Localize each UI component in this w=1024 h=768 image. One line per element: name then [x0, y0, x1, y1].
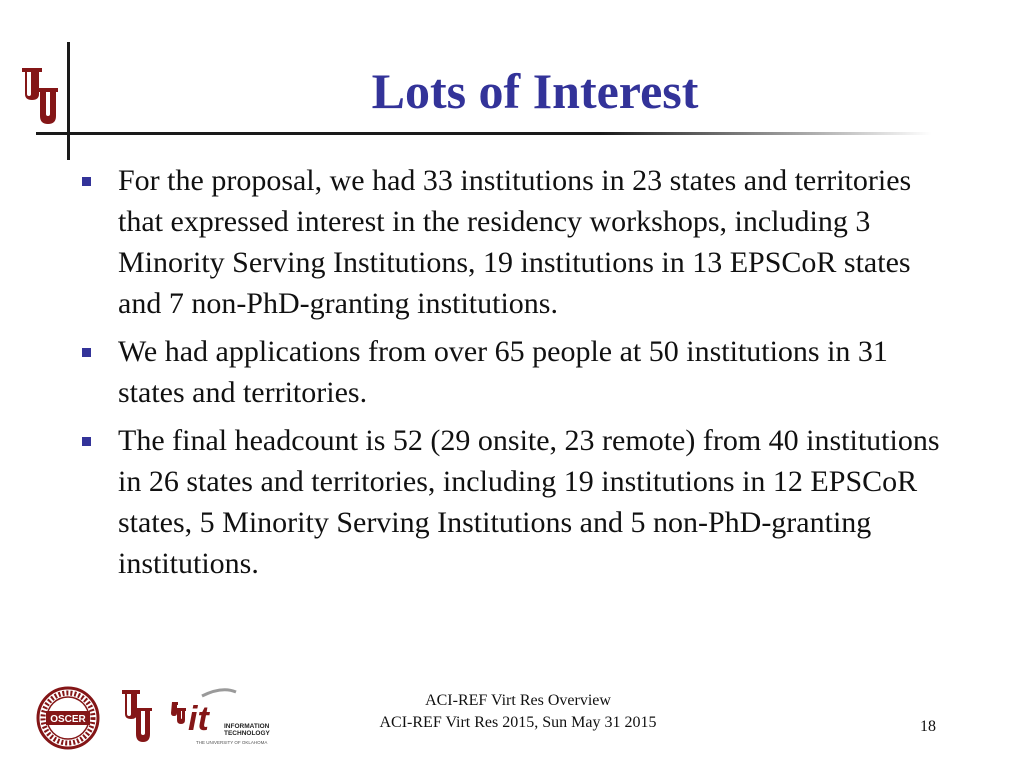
oscer-seal-icon — [38, 688, 98, 748]
svg-text:TECHNOLOGY: TECHNOLOGY — [224, 730, 270, 737]
footer — [318, 690, 718, 734]
footer-line-1: ACI-REF Virt Res Overview — [425, 692, 611, 709]
header-rule-fade — [600, 132, 931, 135]
slide-title: Lots of Interest — [371, 63, 699, 119]
bullet-text: For the proposal, we had 33 institutions in 23 states and territories that expressed interest in the residency workshops, including 3 Minority Serving Institutions, 19 institutions in 13 EPSCoR states and 7 non-PhD-granting institutions. — [118, 164, 912, 320]
page-number: 18 — [920, 718, 936, 735]
footer-line-2: ACI-REF Virt Res 2015, Sun May 31 2015 — [379, 714, 657, 731]
header-vertical-rule — [67, 42, 70, 160]
bullet-item — [78, 420, 958, 584]
square-bullet-icon — [82, 177, 91, 186]
footer-logos — [24, 684, 294, 754]
svg-text:THE UNIVERSITY OF OKLAHOMA: THE UNIVERSITY OF OKLAHOMA — [196, 740, 268, 745]
svg-text:INFORMATION: INFORMATION — [224, 723, 270, 730]
bullet-item — [78, 160, 958, 324]
square-bullet-icon — [82, 437, 91, 446]
information-technology-logo-icon — [171, 690, 271, 745]
square-bullet-icon — [82, 348, 91, 357]
ou-logo-icon — [18, 64, 66, 130]
bullet-list — [78, 160, 958, 591]
bullet-item — [78, 331, 958, 413]
ou-footer-logo-icon — [122, 690, 152, 742]
bullet-text: We had applications from over 65 people at 50 institutions in 31 states and territories. — [118, 335, 888, 409]
bullet-text: The final headcount is 52 (29 onsite, 23 remote) from 40 institutions in 26 states and territories, including 19 institutions in 12 EPSCoR states, 5 Minority Serving Institutions and 5 non-PhD-granting institutions. — [118, 424, 940, 580]
svg-text:it: it — [188, 700, 209, 738]
svg-text:OSCER: OSCER — [50, 714, 86, 725]
